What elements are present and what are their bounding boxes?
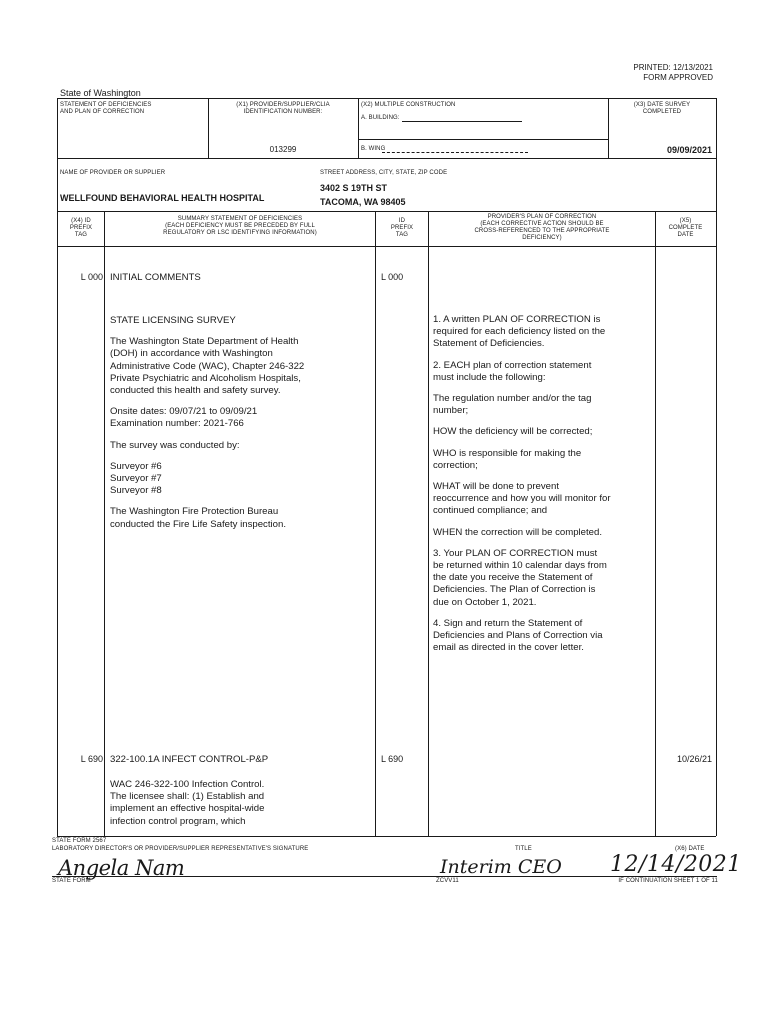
title-label: TITLE (515, 846, 532, 852)
address-label: STREET ADDRESS, CITY, STATE, ZIP CODE (320, 170, 448, 176)
plan-instructions-text (433, 314, 653, 663)
state-form-label: STATE FORM (52, 878, 91, 884)
building-blank (402, 121, 522, 122)
paragraph: WHEN the correction will be completed. (433, 526, 603, 538)
paragraph: The Washington Fire Protection Bureau conducted the Fire Life Safety inspection. (110, 506, 286, 530)
header-complete-date: (X5) COMPLETE DATE (668, 218, 703, 238)
entry-tag-l000: L 000 (80, 272, 103, 282)
entry-right-tag-l000: L 000 (381, 272, 404, 282)
printed-date: PRINTED: 12/13/2021 (633, 63, 713, 72)
form-status: FORM APPROVED (643, 73, 713, 82)
header-id-prefix: ID PREFIX TAG (390, 218, 414, 238)
date-survey: 09/09/2021 (666, 145, 712, 155)
date-label: (X6) DATE (675, 846, 705, 852)
paragraph: WHAT will be done to prevent reoccurrence and how you will monitor for continued compliance; and (433, 481, 611, 517)
paragraph: WHO is responsible for making the correction; (433, 447, 582, 471)
signature-line (52, 876, 717, 877)
signature-label: LABORATORY DIRECTOR'S OR PROVIDER/SUPPLIER REPRESENTATIVE'S SIGNATURE (52, 846, 309, 852)
paragraph: The survey was conducted by: (110, 439, 240, 451)
form-code: ZCVV11 (436, 878, 459, 884)
address-line-2: TACOMA, WA 98405 (320, 197, 406, 207)
form-number: STATE FORM 2567 (52, 838, 107, 844)
entry-right-tag-l690: L 690 (381, 754, 404, 764)
entry-tag-l690: L 690 (80, 754, 103, 764)
date-survey-label: (X3) DATE SURVEY COMPLETED (633, 102, 691, 115)
multiple-construction-label: (X2) MULTIPLE CONSTRUCTION (361, 102, 456, 108)
paragraph: STATE LICENSING SURVEY (110, 315, 236, 326)
representative-signature: Angela Nam (58, 856, 185, 880)
date-handwritten: 12/14/2021 (610, 852, 742, 877)
statement-label: STATEMENT OF DEFICIENCIES AND PLAN OF CORRECTION (60, 102, 152, 115)
initial-comments-text (110, 315, 372, 540)
paragraph: 2. EACH plan of correction statement must include the following: (433, 359, 592, 383)
entry-title-infection-control: 322-100.1A INFECT CONTROL-P&P (110, 754, 269, 765)
provider-id: 013299 (269, 145, 297, 154)
entry-date-l690: 10/26/21 (676, 754, 712, 764)
table-bottom-border (57, 836, 716, 837)
header-plan: PROVIDER'S PLAN OF CORRECTION (EACH CORRECTIVE ACTION SHOULD BE CROSS-REFERENCED TO THE APPROPRIATE DEFICIENCY) (474, 214, 610, 241)
wing-label: B. WING (361, 146, 386, 152)
entry-title-initial-comments: INITIAL COMMENTS (110, 272, 201, 283)
address-line-1: 3402 S 19TH ST (320, 183, 388, 193)
continuation-sheet: IF CONTINUATION SHEET 1 OF 11 (618, 878, 718, 884)
paragraph: 4. Sign and return the Statement of Deficiencies and Plans of Correction via email as directed in the cover letter. (433, 617, 603, 654)
header-prefix-tag: (X4) ID PREFIX TAG (69, 218, 93, 238)
paragraph: Surveyor #6 Surveyor #7 Surveyor #8 (110, 460, 162, 497)
provider-name-label: NAME OF PROVIDER OR SUPPLIER (60, 170, 166, 176)
infection-control-text: WAC 246-322-100 Infection Control. The licensee shall: (1) Establish and implement an effective hospital-wide infection control program, which (110, 779, 265, 827)
title-handwritten: Interim CEO (440, 856, 562, 878)
provider-name: WELLFOUND BEHAVIORAL HEALTH HOSPITAL (60, 193, 265, 203)
paragraph: The Washington State Department of Health (DOH) in accordance with Washington Administrative Code (WAC), Chapter 246-322 Private Psychiatric and Alcoholism Hospitals, conducted this health and safety survey. (110, 336, 305, 397)
paragraph: Onsite dates: 09/07/21 to 09/09/21 Examination number: 2021-766 (110, 406, 258, 430)
state-name: State of Washington (60, 88, 141, 98)
wing-blank (382, 152, 528, 153)
paragraph: The regulation number and/or the tag number; (433, 393, 592, 417)
paragraph: HOW the deficiency will be corrected; (433, 426, 593, 438)
provider-id-label: (X1) PROVIDER/SUPPLIER/CLIA IDENTIFICATION NUMBER: (236, 102, 330, 115)
header-summary: SUMMARY STATEMENT OF DEFICIENCIES (EACH DEFICIENCY MUST BE PRECEDED BY FULL REGULATORY OR LSC IDENTIFYING INFORMATION) (163, 216, 317, 236)
paragraph: 1. A written PLAN OF CORRECTION is required for each deficiency listed on the Statement of Deficiencies. (433, 314, 606, 350)
paragraph: 3. Your PLAN OF CORRECTION must be returned within 10 calendar days from the date you receive the Statement of Deficiencies. The Plan of Correction is due on October 1, 2021. (433, 547, 607, 608)
building-label: A. BUILDING: (361, 115, 400, 121)
